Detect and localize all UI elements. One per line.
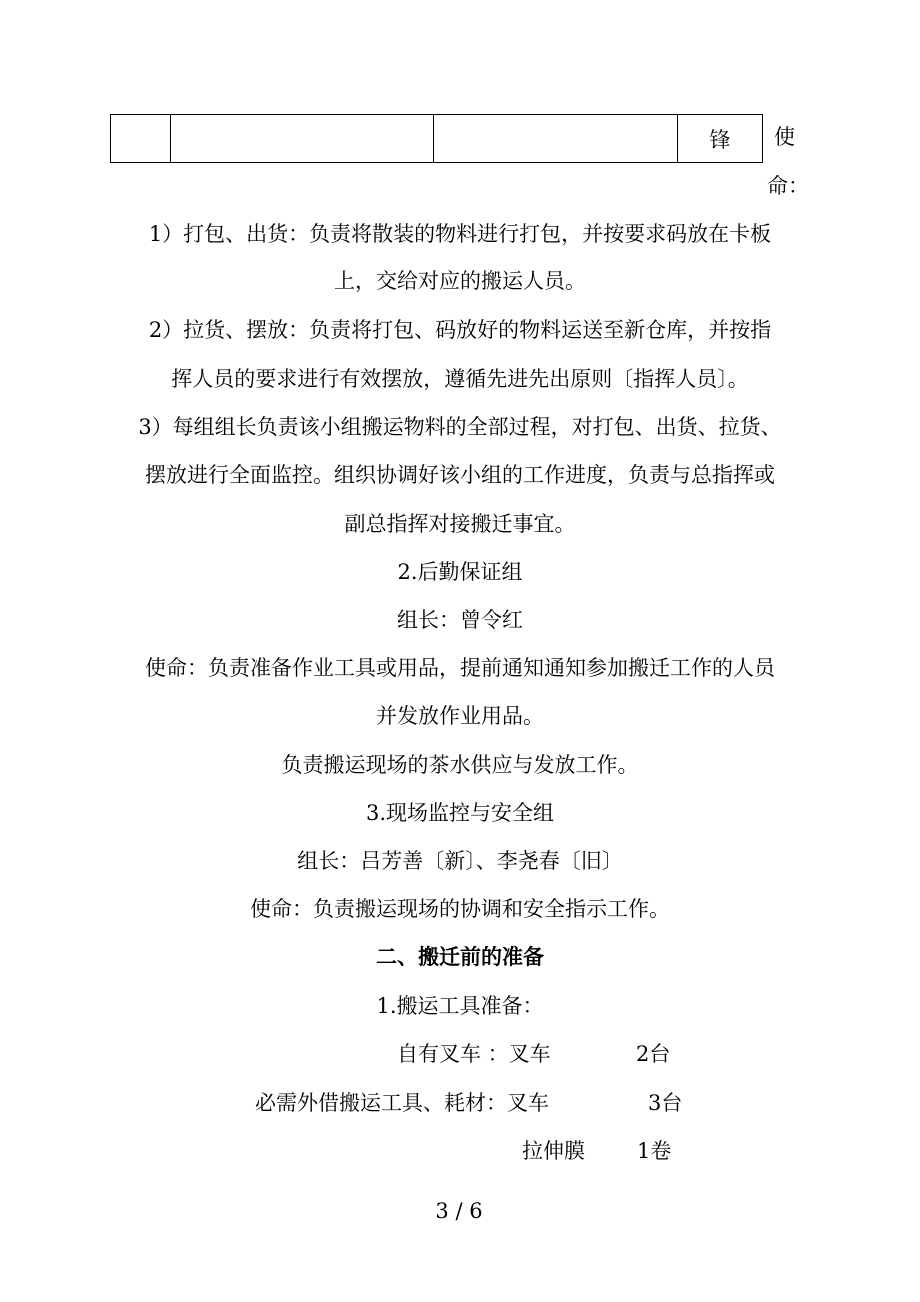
own-forklift-label: 自有叉车 ：叉车 xyxy=(397,1042,551,1066)
task-3-line-3: 副总指挥对接搬迁事宜。 xyxy=(344,512,576,536)
stretch-film-qty: 1卷 xyxy=(637,1139,672,1163)
team-2-mission-line-1: 使命：负责准备作业工具或用品，提前通知通知参加搬迁工作的人员 xyxy=(145,656,775,680)
table-cell xyxy=(111,115,171,163)
task-3-line-1: 3）每组组长负责该小组搬运物料的全部过程，对打包、出货、拉货、 xyxy=(138,415,782,439)
task-1-line-2: 上，交给对应的搬运人员。 xyxy=(334,269,586,293)
task-1-line-1: 1）打包、出货：负责将散装的物料进行打包，并按要求码放在卡板 xyxy=(148,222,772,246)
page-number: 3 / 6 xyxy=(435,1199,483,1223)
tools-subheading: 1.搬运工具准备： xyxy=(376,994,544,1018)
mission-label-part2: 命： xyxy=(767,174,809,198)
task-3-line-2: 摆放进行全面监控。组织协调好该小组的工作进度，负责与总指挥或 xyxy=(145,463,775,487)
task-2-line-2: 挥人员的要求进行有效摆放，遵循先进先出原则〔指挥人员〕。 xyxy=(171,367,749,391)
team-2-mission-line-2: 并发放作业用品。 xyxy=(376,704,544,728)
table-cell xyxy=(434,115,678,163)
section-2-heading: 二、搬迁前的准备 xyxy=(376,944,544,969)
own-forklift-qty: 2台 xyxy=(636,1042,671,1066)
mission-label-part1: 使 xyxy=(774,125,795,149)
borrowed-forklift-label: 必需外借搬运工具、耗材：叉车 xyxy=(255,1091,549,1115)
team-2-title: 2.后勤保证组 xyxy=(397,560,523,584)
table-row xyxy=(111,115,763,163)
table-cell xyxy=(171,115,434,163)
team-3-title: 3.现场监控与安全组 xyxy=(365,801,555,825)
top-table xyxy=(110,114,763,163)
table-cell: 锋 xyxy=(678,115,763,163)
team-3-mission: 使命：负责搬运现场的协调和安全指示工作。 xyxy=(250,897,670,921)
team-2-leader: 组长：曾令红 xyxy=(397,608,523,632)
team-3-leader: 组长：吕芳善〔新〕、李尧春〔旧〕 xyxy=(297,849,623,873)
team-2-mission-line-3: 负责搬运现场的茶水供应与发放工作。 xyxy=(281,753,639,777)
borrowed-forklift-qty: 3台 xyxy=(648,1091,683,1115)
stretch-film-label: 拉伸膜 xyxy=(522,1139,585,1163)
task-2-line-1: 2）拉货、摆放：负责将打包、码放好的物料运送至新仓库，并按指 xyxy=(148,318,772,342)
